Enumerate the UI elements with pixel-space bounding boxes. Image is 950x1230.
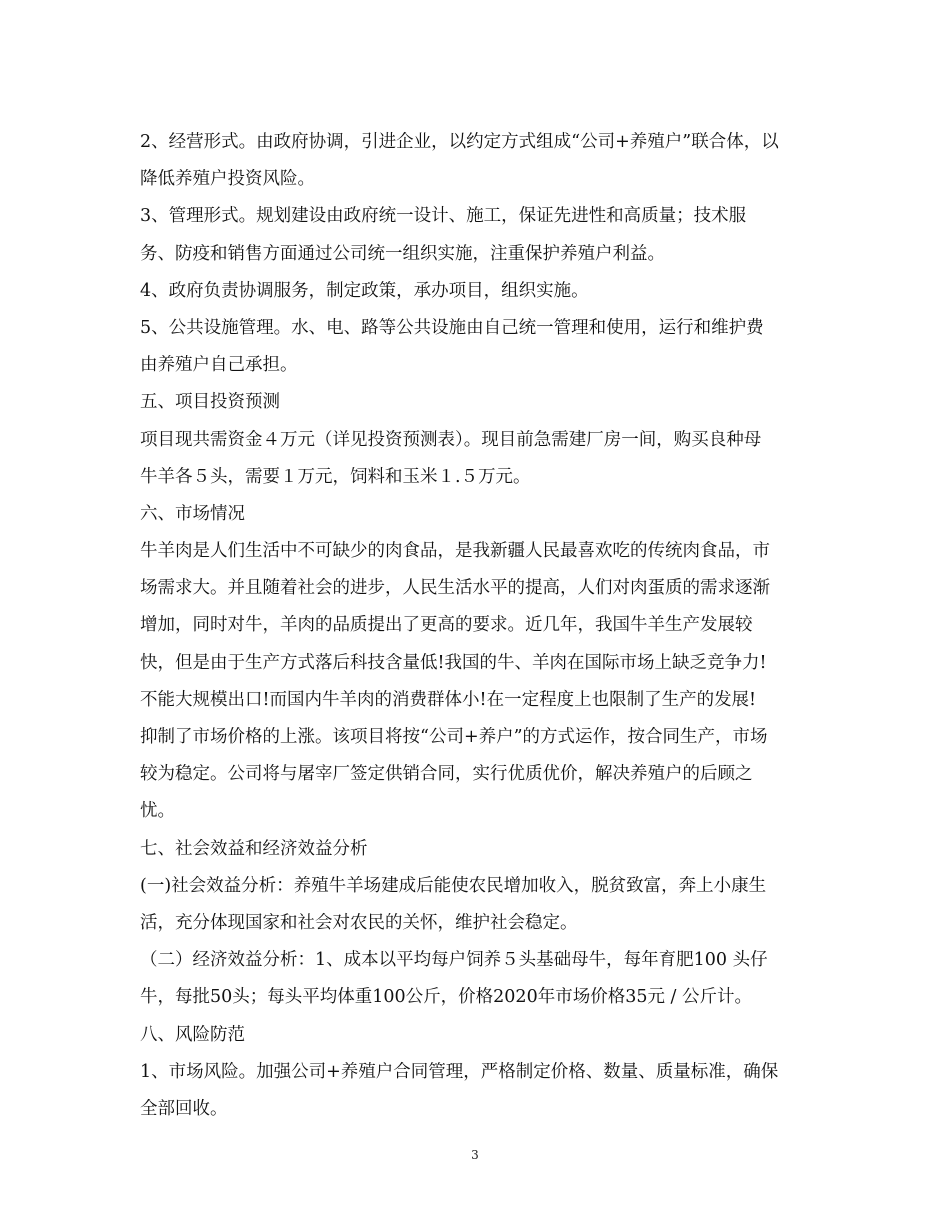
text-line: 牛羊各５头，需要１万元，饲料和玉米１.５万元。 [140, 466, 531, 487]
text-line: 务、防疫和销售方面通过公司统一组织实施，注重保护养殖户利益。 [140, 243, 665, 264]
text-line: 牛羊肉是人们生活中不可缺少的肉食品，是我新疆人民最喜欢吃的传统肉食品，市 [140, 541, 770, 562]
text-line: 较为稳定。公司将与屠宰厂签定供销合同，实行优质优价，解决养殖户的后顾之 [140, 764, 753, 785]
text-line: 快，但是由于生产方式落后科技含量低!我国的牛、羊肉在国际市场上缺乏竞争力! [140, 652, 767, 673]
text-line: 增加，同时对牛，羊肉的品质提出了更高的要求。近几年，我国牛羊生产发展较 [140, 615, 753, 636]
text-line: 不能大规模出口!而国内牛羊肉的消费群体小!在一定程度上也限制了生产的发展! [140, 689, 757, 710]
text-line: （二）经济效益分析：1、成本以平均每户饲养５头基础母牛，每年育肥100 头仔 [140, 950, 768, 971]
text-line: 活，充分体现国家和社会对农民的关怀，维护社会稳定。 [140, 912, 578, 933]
text-line: 2、经营形式。由政府协调，引进企业，以约定方式组成“公司+养殖户”联合体，以 [140, 132, 779, 152]
text-line: 抑制了市场价格的上涨。该项目将按“公司+养户”的方式运作，按合同生产，市场 [140, 727, 768, 747]
text-line: 场需求大。并且随着社会的进步，人民生活水平的提高，人们对肉蛋质的需求逐渐 [140, 578, 770, 599]
text-line: 项目现共需资金４万元（详见投资预测表）。现目前急需建厂房一间，购买良种母 [140, 429, 762, 450]
text-line: (一)社会效益分析：养殖牛羊场建成后能使农民增加收入，脱贫致富，奔上小康生 [140, 875, 767, 896]
text-line: 忧。 [140, 801, 175, 822]
text-line: 由养殖户自己承担。 [140, 355, 298, 376]
page-number: 3 [471, 1148, 479, 1162]
section-heading: 六、市场情况 [140, 503, 245, 524]
text-line: 全部回收。 [140, 1098, 228, 1119]
text-line: 5、公共设施管理。水、电、路等公共设施由自己统一管理和使用，运行和维护费 [140, 317, 764, 338]
section-heading: 七、社会效益和经济效益分析 [140, 838, 368, 859]
text-line: 牛，每批50头；每头平均体重100公斤，价格2020年市场价格35元 / 公斤计。 [140, 987, 752, 1008]
text-line: 1、市场风险。加强公司+养殖户合同管理，严格制定价格、数量、质量标准，确保 [140, 1061, 779, 1082]
section-heading: 八、风险防范 [140, 1024, 245, 1045]
text-line: 降低养殖户投资风险。 [140, 169, 315, 190]
text-line: 3、管理形式。规划建设由政府统一设计、施工，保证先进性和高质量；技术服 [140, 206, 747, 227]
section-heading: 五、项目投资预测 [140, 392, 280, 413]
body-text [140, 124, 812, 1128]
text-line: 4、政府负责协调服务，制定政策，承办项目，组织实施。 [140, 280, 589, 301]
